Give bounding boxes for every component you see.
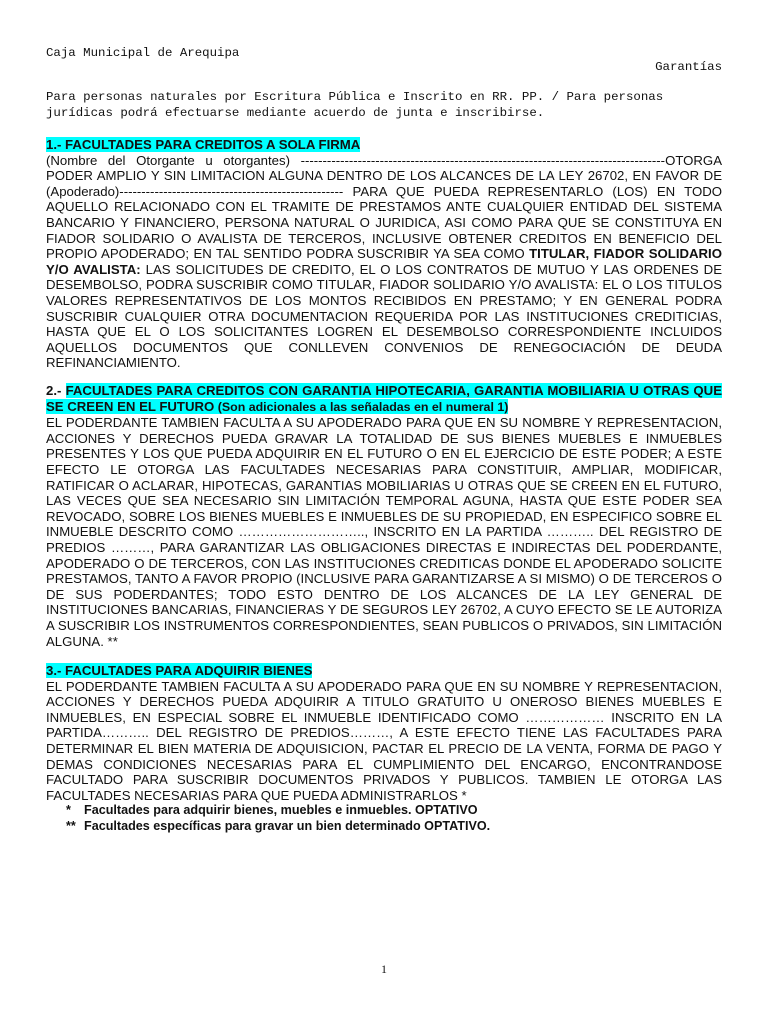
section-1-text-a: (Nombre del Otorgante u otorgantes) -----------------------------------------------------------------------------------OTORGA PODER AMPLIO Y SIN LIMITACION ALGUNA DENTRO DE LOS ALCANCES DE LA LEY 26702, EN FAVOR DE (Apoderado)--------------------------------------------------- PARA QUE PUEDA REPRESENTARLO (LOS) EN TODO AQUELLO RELACIONADO CON EL TRAMITE DE PRESTAMOS ANTE CUALQUIER ENTIDAD DEL SISTEMA BANCARIO Y FINANCIERO, PERSONA NATURAL O JURIDICA, ASI COMO PARA QUE SE CONSTITUYA EN FIADOR SOLIDARIO O AVALISTA DE TERCEROS, INCLUSIVE OBTENER CREDITOS EN BENEFICIO DEL PROPIO APODERADO; EN TAL SENTIDO PODRA SUSCRIBIR YA SEA COMO	[46, 152, 722, 262]
section-1-text-b: LAS SOLICITUDES DE CREDITO, EL O LOS CONTRATOS DE MUTUO Y LAS ORDENES DE DESEMBOLSO, PODRA SUSCRIBIR COMO TITULAR, FIADOR SOLIDARIO Y/O AVALISTA: EL O LOS TITULOS VALORES REPRESENTATIVOS DE LOS MONTOS RECIBIDOS EN PRESTAMO; Y EN GENERAL PODRA SUSCRIBIR CUALQUIER OTRA DOCUMENTACION REQUERIDA POR LAS INSTITUCIONES CREDITICIAS, HASTA QUE EL O LOS SOLICITANTES LOGREN EL DESEMBOLSO CORRESPONDIENTE INCLUIDOS AQUELLOS DOCUMENTOS QUE CONLLEVEN CONVENIOS DE RENEGOCIACIÓN DE DEUDA REFINANCIAMIENTO.	[46, 261, 722, 371]
section-1-text-bold: TITULAR, FIADOR SOLIDARIO Y/O AVALISTA:	[46, 246, 722, 277]
section-1	[46, 137, 722, 371]
section-2-title	[46, 383, 722, 414]
footnotes	[66, 802, 490, 834]
section-2	[46, 383, 722, 649]
section-2-subtitle: (Son adicionales a las señaladas en el numeral 1)	[214, 399, 509, 414]
section-3	[46, 663, 722, 803]
footnote-mark: **	[66, 819, 76, 833]
institution-name: Caja Municipal de Arequipa	[46, 46, 240, 60]
footnote-item	[66, 818, 490, 834]
intro-line-1: Para personas naturales por Escritura Pública e Inscrito en RR. PP. / Para personas	[46, 90, 664, 104]
footnote-item	[66, 802, 490, 818]
intro-paragraph	[46, 89, 663, 121]
page-number: 1	[381, 962, 387, 976]
footnote-text: Facultades específicas para gravar un bien determinado OPTATIVO.	[84, 819, 491, 833]
section-3-body: EL PODERDANTE TAMBIEN FACULTA A SU APODERADO PARA QUE EN SU NOMBRE Y REPRESENTACION, ACCIONES Y DERECHOS PUEDA ADQUIRIR A TITULO GRATUITO U ONEROSO BIENES MUEBLES E INMUEBLES, EN ESPECIAL SOBRE EL INMUEBLE IDENTIFICADO COMO ……………… INSCRITO EN LA PARTIDA……….. DEL REGISTRO DE PREDIOS………, A ESTE EFECTO TIENE LAS FACULTADES PARA DETERMINAR EL BIEN MATERIA DE ADQUISICION, PACTAR EL PRECIO DE LA VENTA, FORMA DE PAGO Y DEMAS CONDICIONES NECESARIAS PARA EL CUMPLIMIENTO DEL ENCARGO, ENCONTRANDOSE FACULTADO PARA SUSCRIBIR DOCUMENTOS PRIVADOS Y PUBLICOS. TAMBIEN LE OTORGA LAS FACULTADES NECESARIAS PARA QUE PUEDA ADMINISTRARLOS *	[46, 678, 722, 803]
footnote-text: Facultades para adquirir bienes, muebles e inmuebles. OPTATIVO	[84, 803, 478, 817]
footnote-mark: *	[66, 803, 71, 817]
document-category: Garantías	[655, 60, 722, 74]
section-1-title: 1.- FACULTADES PARA CREDITOS A SOLA FIRMA	[46, 137, 361, 152]
section-1-body	[46, 153, 722, 371]
section-2-title-text: FACULTADES PARA CREDITOS CON GARANTIA HIPOTECARIA, GARANTIA MOBILIARIA U OTRAS QUE SE CREEN EN EL FUTURO	[46, 383, 722, 414]
intro-line-2: jurídicas podrá efectuarse mediante acuerdo de junta e inscribirse.	[46, 106, 545, 120]
section-2-body: EL PODERDANTE TAMBIEN FACULTA A SU APODERADO PARA QUE EN SU NOMBRE Y REPRESENTACION, ACCIONES Y DERECHOS PUEDA GRAVAR LA TOTALIDAD DE SUS BIENES MUEBLES E INMUEBLES PRESENTES Y LOS QUE PUEDA ADQUIRIR EN EL FUTURO O EN EL EJERCICIO DE ESTE PODER; A ESTE EFECTO LE OTORGA LAS FACULTADES NECESARIAS PARA CONSTITUIR, AMPLIAR, MODIFICAR, RATIFICAR O ACLARAR, HIPOTECAS, GARANTIAS MOBILIARIAS U OTRAS QUE SE CREEN EN EL FUTURO, LAS VECES QUE SEA NECESARIO SIN LIMITACIÓN TEMPORAL AGUNA, HASTA QUE ESTE PODER SEA REVOCADO, SOBRE LOS BIENES MUEBLES E INMUEBLES DE SU PROPIEDAD, EN ESPECIFICO SOBRE EL INMUEBLE DESCRITO COMO ……………………….., INSCRITO EN LA PARTIDA ……….. DEL REGISTRO DE PREDIOS ………, PARA GARANTIZAR LAS OBLIGACIONES DIRECTAS E INDIRECTAS DEL PODERDANTE, APODERADO O DE TERCEROS, CON LAS INSTITUCIONES CREDITICAS DONDE EL APODERADO SOLICITE PRESTAMOS, TANTO A FAVOR PROPIO (INCLUSIVE PARA GARANTIZARSE A SI MISMO) O DE TERCEROS O DE SUS PODERDANTES; TODO ESTO DENTRO DE LOS ALCANCES DE LA LEY GENERAL DE INSTITUCIONES BANCARIAS, FINANCIERAS Y DE SEGUROS LEY 26702, A CUYO EFECTO SE LE AUTORIZA A SUSCRIBIR LOS INSTRUMENTOS CORRESPONDIENTES, SEAN PUBLICOS O PRIVADOS, SIN LIMITACIÓN ALGUNA. **	[46, 415, 722, 649]
section-3-title: 3.- FACULTADES PARA ADQUIRIR BIENES	[46, 663, 313, 678]
section-2-number: 2.-	[46, 383, 66, 398]
